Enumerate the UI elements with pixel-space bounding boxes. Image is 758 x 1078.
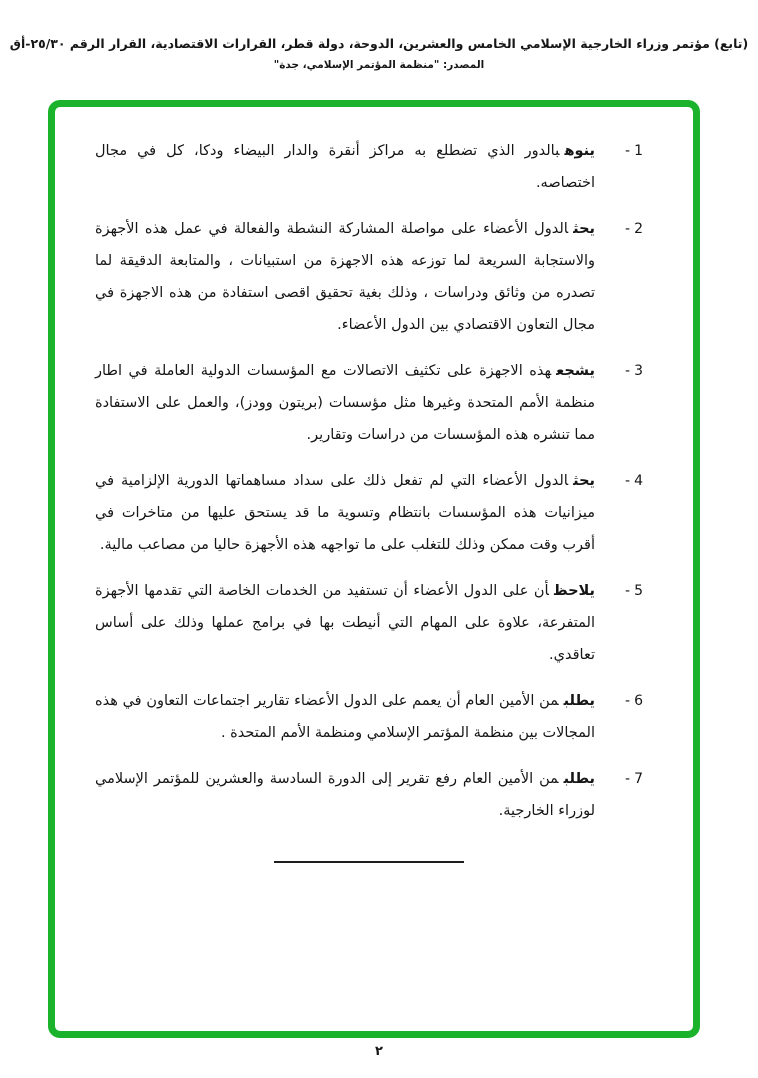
- item-body-text: من الأمين العام رفع تقرير إلى الدورة السادسة والعشرين للمؤتمر الإسلامي لوزراء الخارجية.: [95, 771, 595, 819]
- item-number-value: 4: [634, 473, 643, 489]
- item-body-text: أن على الدول الأعضاء أن تستفيد من الخدمات الخاصة التي تقدمها الأجهزة المتفرعة، علاوة على المهام التي أنيطت بها في برامج عملها وذلك على أساس تعاقدي.: [95, 583, 595, 663]
- item-number: [603, 685, 643, 749]
- document-header: [0, 36, 758, 71]
- item-number-dash: -: [625, 143, 631, 159]
- item-number: [603, 465, 643, 561]
- item-number: [603, 575, 643, 671]
- item-number-value: 5: [634, 583, 643, 599]
- item-body-text: الدول الأعضاء على مواصلة المشاركة النشطة والفعالة في عمل هذه الأجهزة والاستجابة السريعة لما توزعه هذه الاجهزة من استبيانات ، والمتابعة الدقيقة لما تصدره من وثائق ودراسات ، وذلك بغية تحقيق اقصى استفادة من هذه الاجهزة في مجال التعاون الاقتصادي بين الدول الأعضاء.: [95, 221, 595, 333]
- item-text: [95, 575, 595, 671]
- resolution-item-3: [95, 355, 643, 451]
- item-body-text: الدول الأعضاء التي لم تفعل ذلك على سداد مساهماتها الدورية الإلزامية في ميزانيات هذه المؤسسات بانتظام وتسوية ما قد يستحق عليها من متاخرات في أقرب وقت ممكن وذلك للتغلب على ما تواجهه هذه الأجهزة حاليا من مصاعب مالية.: [95, 473, 595, 553]
- end-of-text-divider: [274, 861, 464, 863]
- item-number: [603, 135, 643, 199]
- resolution-border-box: [48, 100, 700, 1038]
- item-number: [603, 213, 643, 341]
- item-number: [603, 763, 643, 827]
- item-text: [95, 763, 595, 827]
- item-text: [95, 685, 595, 749]
- item-number-value: 3: [634, 363, 643, 379]
- resolution-item-5: [95, 575, 643, 671]
- resolution-item-2: [95, 213, 643, 341]
- item-number-dash: -: [625, 473, 631, 489]
- item-lead-word: يحث: [573, 473, 595, 489]
- item-number-dash: -: [625, 583, 631, 599]
- resolution-item-1: [95, 135, 643, 199]
- item-lead-word: ينوه: [564, 143, 595, 159]
- item-text: [95, 213, 595, 341]
- item-lead-word: يحث: [573, 221, 595, 237]
- resolution-item-6: [95, 685, 643, 749]
- resolution-list: [55, 107, 693, 863]
- item-lead-word: يطلب: [563, 771, 595, 787]
- item-body-text: هذه الاجهزة على تكثيف الاتصالات مع المؤسسات الدولية العاملة في اطار منظمة الأمم المتحدة وغيرها مثل مؤسسات (بريتون وودز)، والعمل على الاستفادة مما تنشره هذه المؤسسات من دراسات وتقارير.: [95, 363, 595, 443]
- page-number: ٢: [375, 1044, 383, 1059]
- item-text: [95, 135, 595, 199]
- header-source: المصدر: "منظمة المؤتمر الإسلامي، جدة": [273, 59, 485, 71]
- item-lead-word: يلاحظ: [553, 583, 595, 599]
- item-body-text: بالدور الذي تضطلع به مراكز أنقرة والدار البيضاء ودكا، كل في مجال اختصاصه.: [95, 143, 595, 191]
- item-number-dash: -: [625, 771, 631, 787]
- item-number-dash: -: [625, 693, 631, 709]
- header-title: (تابع) مؤتمر وزراء الخارجية الإسلامي الخامس والعشرين، الدوحة، دولة قطر، القرارات الاقتصادية، القرار الرقم ٢٥/٣٠-أق: [9, 36, 749, 51]
- item-text: [95, 465, 595, 561]
- item-body-text: من الأمين العام أن يعمم على الدول الأعضاء تقارير اجتماعات التعاون في هذه المجالات بين منظمة المؤتمر الإسلامي ومنظمة الأمم المتحدة .: [95, 693, 595, 741]
- item-number-dash: -: [625, 221, 631, 237]
- item-number-value: 1: [634, 143, 643, 159]
- item-number-value: 7: [634, 771, 643, 787]
- item-number-dash: -: [625, 363, 631, 379]
- resolution-item-7: [95, 763, 643, 827]
- resolution-item-4: [95, 465, 643, 561]
- item-text: [95, 355, 595, 451]
- item-number: [603, 355, 643, 451]
- item-lead-word: يشجع: [556, 363, 595, 379]
- item-lead-word: يطلب: [563, 693, 595, 709]
- item-number-value: 6: [634, 693, 643, 709]
- item-number-value: 2: [634, 221, 643, 237]
